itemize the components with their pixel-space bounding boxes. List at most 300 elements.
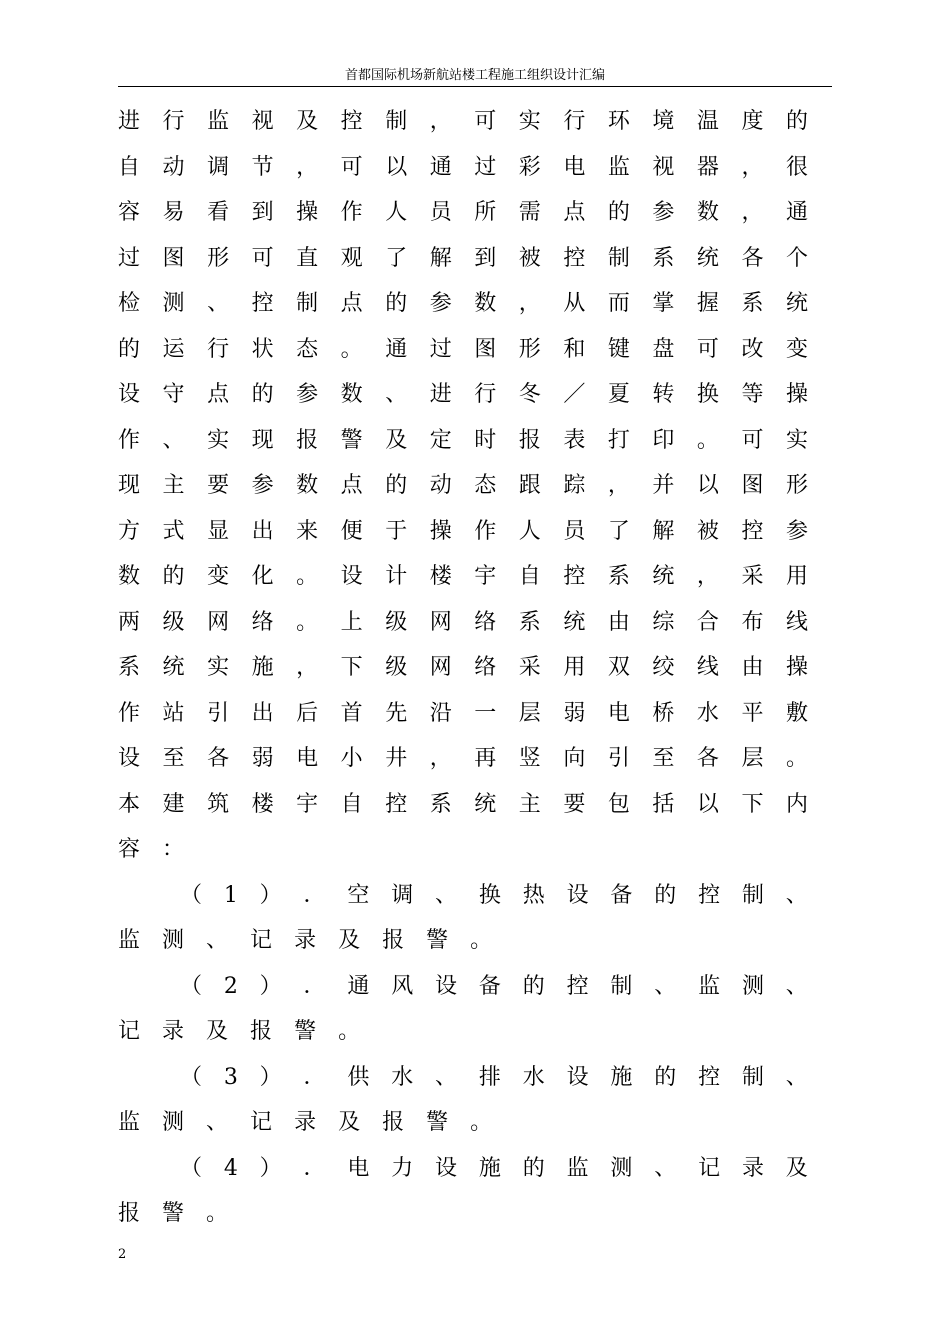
text-char: 设 [118,382,141,407]
text-line [118,560,808,594]
text-line [118,1015,808,1049]
text-char: 本 [118,791,141,817]
text-line [118,469,808,503]
text-char: 施 [610,1064,633,1090]
text-char: 直 [296,245,319,271]
text-char: 监 [607,154,630,180]
text-char: 录 [294,928,317,953]
text-char: 系 [741,291,764,316]
text-char: 被 [696,518,719,544]
text-char: 印 [652,427,675,453]
text-char: 络 [474,609,497,635]
text-char: 人 [518,518,541,544]
text-char: 各 [741,245,764,271]
text-char: 冬 [518,382,541,407]
text-line [118,242,808,276]
text-char: ： [162,837,185,862]
text-char: 线 [696,655,719,680]
text-char: 操 [429,518,452,544]
text-char: 以 [385,154,408,180]
text-char: 水 [522,1064,545,1090]
text-char: 警 [340,427,363,453]
text-char: （ [180,1155,203,1181]
text-char: 并 [652,473,675,498]
text-char: 实 [207,427,230,453]
text-char: 记 [118,1019,141,1044]
text-char: 自 [518,564,541,589]
text-char: 通 [429,154,452,180]
text-char: 数 [296,473,319,498]
text-char: 制 [610,973,633,999]
text-char: 而 [607,291,630,316]
text-char: 录 [162,1019,185,1044]
text-line [118,697,808,731]
text-char: 、 [435,882,458,908]
text-char: 电 [347,1155,370,1181]
text-char: 人 [385,200,408,225]
text-char: 调 [207,154,230,180]
text-char: 布 [741,609,764,635]
text-char: 跟 [518,473,541,498]
text-char: 通 [385,336,408,362]
text-char: 监 [118,928,141,953]
text-char: 统 [785,291,808,316]
text-char: 各 [207,746,230,771]
text-char: 用 [563,655,586,680]
text-char: 、 [162,427,185,453]
text-char: 可 [251,245,274,271]
text-char: 。 [338,1019,361,1044]
text-char: 级 [385,609,408,635]
text-char: 4 [223,1155,238,1181]
text-char: 。 [206,1201,229,1226]
text-char: 、 [206,928,229,953]
text-char: 括 [652,791,675,817]
text-char: 统 [162,655,185,680]
text-char: 。 [470,928,493,953]
text-char: 参 [429,291,452,316]
text-char: 通 [347,973,370,999]
text-char: 视 [652,154,675,180]
text-char: 以 [696,791,719,817]
text-char: 形 [518,336,541,362]
text-char: 层 [518,700,541,726]
text-char: 合 [696,609,719,635]
text-char: 热 [522,882,545,908]
text-char: 作 [340,200,363,225]
text-char: 显 [207,518,230,544]
text-char: 控 [385,791,408,817]
text-char: 制 [741,1064,764,1090]
text-char: 楼 [429,564,452,589]
text-char: 设 [118,746,141,771]
text-char: 控 [251,291,274,316]
text-char: 电 [563,154,586,180]
text-char: 自 [340,791,363,817]
text-char: 。 [785,746,808,771]
text-char: 作 [118,700,141,726]
text-char: 的 [251,382,274,407]
text-char: 警 [294,1019,317,1044]
text-line [118,515,808,549]
text-char: 至 [162,746,185,771]
text-line [118,151,808,185]
text-char: 容 [118,837,141,862]
text-char: ， [296,655,319,680]
text-char: 制 [741,882,764,908]
text-char: 测 [162,1110,185,1135]
text-char: 及 [338,1110,361,1135]
text-char: 实 [518,109,541,134]
text-char: 过 [429,336,452,362]
text-char: 踪 [563,473,586,498]
page-header-title: 首都国际机场新航站楼工程施工组织设计汇编 [344,68,605,83]
text-char: 警 [426,928,449,953]
text-char: 观 [340,245,363,271]
text-char: 统 [652,564,675,589]
text-char: 转 [652,382,675,407]
text-char: 于 [385,518,408,544]
text-char: 施 [478,1155,501,1181]
text-char: 敷 [785,700,808,726]
text-char: 控 [563,564,586,589]
text-char: 系 [652,245,675,271]
text-char: 换 [478,882,501,908]
text-char: 双 [607,655,630,680]
text-char: 数 [340,382,363,407]
text-char: 行 [563,109,586,134]
text-char: 出 [251,700,274,726]
text-char: 打 [607,427,630,453]
text-char: 、 [435,1064,458,1090]
text-char: 制 [385,109,408,134]
text-char: 宇 [474,564,497,589]
text-char: 再 [474,746,497,771]
text-char: 可 [474,109,497,134]
text-char: 、 [654,1155,677,1181]
text-char: 守 [162,382,185,407]
text-char: 施 [251,655,274,680]
text-char: ） [259,1155,282,1181]
text-char: 井 [385,746,408,771]
text-char: 沿 [429,700,452,726]
text-char: 温 [696,109,719,134]
text-char: 参 [652,200,675,225]
text-char: 。 [296,609,319,635]
text-char: 点 [340,291,363,316]
text-char: 解 [652,518,675,544]
text-char: 记 [698,1155,721,1181]
text-char: 定 [429,427,452,453]
text-char: ， [607,473,630,498]
text-char: 握 [696,291,719,316]
text-char: ） [259,973,282,999]
text-char: 电 [296,746,319,771]
text-char: 网 [429,609,452,635]
text-char: 表 [563,427,586,453]
text-char: 图 [741,473,764,498]
text-char: 环 [607,109,630,134]
text-char: （ [180,1064,203,1090]
text-line [118,1106,808,1140]
text-char: 首 [340,700,363,726]
text-char: 动 [429,473,452,498]
text-char: 员 [563,518,586,544]
text-char: （ [180,882,203,908]
text-char: 设 [435,973,458,999]
text-char: 系 [607,564,630,589]
text-char: 络 [474,655,497,680]
text-char: 控 [340,109,363,134]
text-char: 变 [785,336,808,362]
text-char: 1 [223,882,238,908]
text-char: 点 [340,473,363,498]
text-line [118,333,808,367]
text-char: 引 [607,746,630,771]
text-char: 实 [207,655,230,680]
text-char: 操 [785,382,808,407]
text-char: 控 [566,973,589,999]
text-line [118,788,808,822]
text-char: 态 [296,336,319,362]
text-char: 个 [785,245,808,271]
text-char: 及 [785,1155,808,1181]
text-char: 监 [566,1155,589,1181]
text-char: ． [303,882,326,908]
text-char: 楼 [251,791,274,817]
text-char: 绞 [652,655,675,680]
text-char: 下 [741,791,764,817]
text-char: 现 [251,427,274,453]
text-char: 水 [696,700,719,726]
text-char: 动 [162,154,185,180]
text-line [118,424,808,458]
text-char: 点 [563,200,586,225]
text-char: 的 [522,973,545,999]
text-char: 形 [785,473,808,498]
text-char: ／ [563,382,586,407]
text-char: 报 [518,427,541,453]
text-char: 统 [696,245,719,271]
text-char: 彩 [518,154,541,180]
text-char: ． [303,1064,326,1090]
text-char: 实 [785,427,808,453]
text-char: 报 [382,1110,405,1135]
text-char: 作 [474,518,497,544]
text-char: 竖 [518,746,541,771]
text-char: 的 [607,200,630,225]
text-char: 的 [385,291,408,316]
text-char: 盘 [652,336,675,362]
text-char: 可 [340,154,363,180]
text-char: 及 [338,928,361,953]
text-char: 录 [294,1110,317,1135]
text-char: 的 [654,1064,677,1090]
text-char: 上 [340,609,363,635]
text-char: 度 [741,109,764,134]
text-char: 方 [118,518,141,544]
text-char: 备 [610,882,633,908]
text-char: 电 [607,700,630,726]
text-char: 数 [118,564,141,589]
text-char: 线 [785,609,808,635]
text-char: 、 [206,1110,229,1135]
text-line [118,651,808,685]
text-char: 要 [563,791,586,817]
text-char: 过 [474,154,497,180]
text-line [180,1152,808,1186]
text-char: 网 [429,655,452,680]
text-char: 进 [429,382,452,407]
text-char: 监 [698,973,721,999]
text-line [118,287,808,321]
text-char: 站 [162,700,185,726]
text-char: 自 [118,154,141,180]
text-char: 弱 [563,700,586,726]
text-char: 用 [785,564,808,589]
text-char: 等 [741,382,764,407]
text-char: 便 [340,518,363,544]
text-char: 的 [522,1155,545,1181]
text-char: 计 [385,564,408,589]
text-char: 设 [566,882,589,908]
text-char: 掌 [652,291,675,316]
text-char: 供 [347,1064,370,1090]
text-char: 水 [391,1064,414,1090]
text-char: 、 [785,882,808,908]
text-char: ， [518,291,541,316]
text-char: 夏 [607,382,630,407]
text-char: 测 [610,1155,633,1181]
text-char: 器 [696,154,719,180]
text-char: 通 [785,200,808,225]
text-char: 小 [340,746,363,771]
text-char: 弱 [251,746,274,771]
text-char: ， [429,746,452,771]
text-char: 以 [696,473,719,498]
text-char: ） [259,1064,282,1090]
text-char: 换 [696,382,719,407]
text-char: 的 [162,564,185,589]
text-char: 参 [296,382,319,407]
text-char: 系 [518,609,541,635]
text-char: 被 [518,245,541,271]
text-char: 向 [563,746,586,771]
text-char: 警 [162,1201,185,1226]
text-char: 的 [118,336,141,362]
text-char: 筑 [207,791,230,817]
text-char: 现 [118,473,141,498]
text-char: 运 [162,336,185,362]
text-line [118,924,808,958]
text-char: 控 [698,882,721,908]
text-char: 行 [207,336,230,362]
text-char: 由 [741,655,764,680]
text-char: 级 [162,609,185,635]
text-char: ， [696,564,719,589]
text-char: 宇 [296,791,319,817]
text-char: 记 [250,928,273,953]
text-char: ， [741,154,764,180]
page-number: 2 [118,1247,127,1262]
text-char: 制 [607,245,630,271]
text-char: 状 [251,336,274,362]
text-char: 层 [741,746,764,771]
header-rule [118,86,832,87]
text-char: 至 [652,746,675,771]
text-char: 需 [518,200,541,225]
text-char: 由 [607,609,630,635]
text-char: 很 [785,154,808,180]
text-char: 主 [518,791,541,817]
text-char: 可 [741,427,764,453]
text-char: 境 [652,109,675,134]
text-char: 节 [251,154,274,180]
text-char: （ [180,973,203,999]
text-char: 内 [785,791,808,817]
text-char: 网 [207,609,230,635]
text-char: 键 [607,336,630,362]
text-char: 参 [251,473,274,498]
text-char: 时 [474,427,497,453]
text-char: 数 [696,200,719,225]
text-char: ． [303,973,326,999]
text-char: 报 [296,427,319,453]
text-char: 记 [250,1110,273,1135]
text-char: 图 [162,245,185,271]
text-char: 控 [741,518,764,544]
text-char: 来 [296,518,319,544]
text-line [180,1061,808,1095]
text-char: 主 [162,473,185,498]
text-char: 态 [474,473,497,498]
text-char: 视 [251,109,274,134]
text-char: 操 [296,200,319,225]
text-char: 设 [435,1155,458,1181]
text-char: 各 [696,746,719,771]
text-char: 员 [429,200,452,225]
text-char: 变 [207,564,230,589]
text-char: 力 [391,1155,414,1181]
text-char: 从 [563,291,586,316]
text-char: 到 [474,245,497,271]
text-char: 报 [250,1019,273,1044]
text-char: 检 [118,291,141,316]
text-char: 设 [566,1064,589,1090]
text-char: 过 [118,245,141,271]
text-line [180,970,808,1004]
text-char: 进 [118,109,141,134]
text-char: 先 [385,700,408,726]
text-line [118,105,808,139]
text-char: 监 [118,1110,141,1135]
text-char: 式 [162,518,185,544]
text-char: 测 [741,973,764,999]
text-char: 参 [785,518,808,544]
text-char: 行 [474,382,497,407]
text-char: ， [741,200,764,225]
text-char: 及 [385,427,408,453]
text-char: ， [296,154,319,180]
text-line [118,1197,808,1231]
text-char: 操 [785,655,808,680]
text-char: 行 [162,109,185,134]
text-char: 采 [741,564,764,589]
text-char: 、 [654,973,677,999]
text-char: 系 [429,791,452,817]
text-char: 录 [741,1155,764,1181]
text-char: 建 [162,791,185,817]
